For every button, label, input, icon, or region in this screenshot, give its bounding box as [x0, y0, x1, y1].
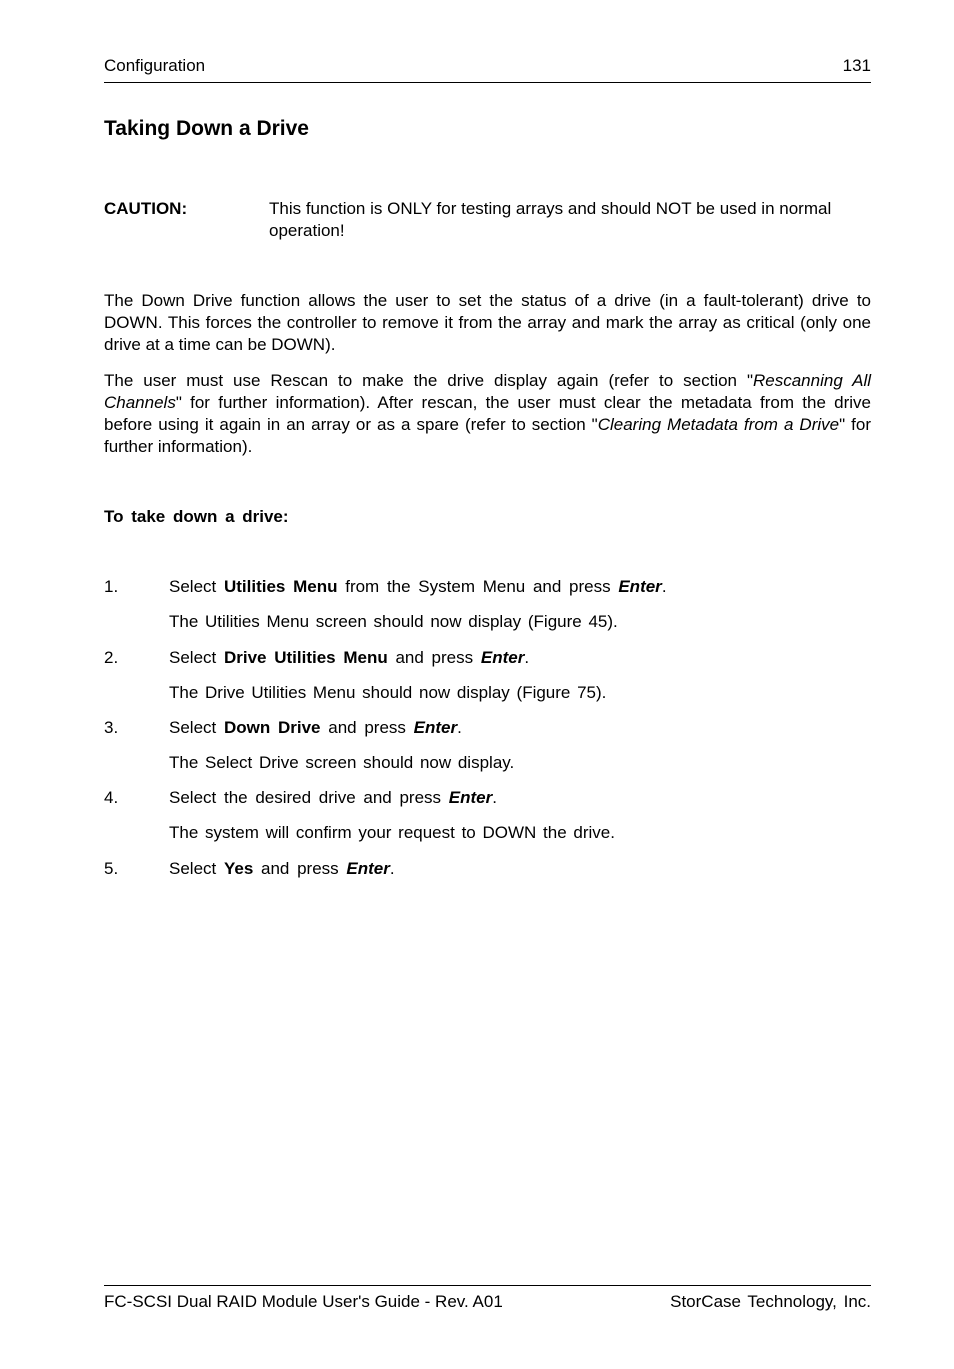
menu-option-name: Utilities Menu: [223, 577, 338, 596]
step-text: Select: [169, 648, 224, 667]
step-text: and press: [387, 648, 481, 667]
step-number: 3.: [104, 718, 119, 737]
step-text: Select: [169, 718, 224, 737]
enter-key-label: Enter: [346, 859, 390, 878]
page-header: [104, 56, 871, 83]
step-text: .: [661, 577, 667, 596]
menu-option-name: Yes: [223, 859, 254, 878]
step-number: 4.: [104, 788, 119, 807]
step-number: 1.: [104, 577, 119, 596]
step-result-note: The Drive Utilities Menu should now display (Figure 75).: [169, 683, 607, 702]
step-text: .: [524, 648, 530, 667]
step-text: from the System Menu and press: [337, 577, 619, 596]
caution-label: CAUTION:: [104, 199, 188, 218]
step-result-note: The system will confirm your request to DOWN the drive.: [169, 823, 615, 842]
step-text: .: [457, 718, 462, 737]
menu-option-name: Down Drive: [223, 718, 321, 737]
step-text: .: [389, 859, 395, 878]
enter-key-label: Enter: [480, 648, 525, 667]
page-footer: [104, 1285, 871, 1316]
step-instruction: [169, 787, 497, 809]
caution-text: This function is ONLY for testing arrays and should NOT be used in normal operation!: [269, 199, 832, 240]
footer-company-name: StorCase Technology, Inc.: [670, 1292, 871, 1311]
step-instruction: [169, 647, 529, 669]
step-instruction: [169, 858, 395, 880]
procedure-heading: To take down a drive:: [104, 507, 289, 526]
header-section-title: Configuration: [104, 56, 206, 75]
step-result-note: The Utilities Menu screen should now display (Figure 45).: [169, 612, 618, 631]
step-number: 2.: [104, 648, 119, 667]
intro-paragraph: The Down Drive function allows the user to set the status of a drive (in a fault-tolerant) drive to DOWN. This forces the controller to remove it from the array and mark the array as critical (only one drive at a time can be DOWN).: [104, 291, 871, 354]
step-text: .: [492, 788, 497, 807]
step-text: Select the desired drive and press: [169, 788, 449, 807]
clear-metadata-section-reference: Clearing Metadata from a Drive: [597, 415, 840, 434]
menu-option-name: Drive Utilities Menu: [223, 648, 388, 667]
rescan-paragraph-text-2: " for further information). After rescan, the user must clear the metadata from the drive before using it again in an array or as a spare (refer to section ": [104, 393, 871, 434]
step-text: and press: [253, 859, 347, 878]
rescan-paragraph-text-3: " for further information).: [104, 415, 871, 456]
step-result-note: The Select Drive screen should now display.: [169, 753, 515, 772]
step-text: Select: [169, 859, 224, 878]
enter-key-label: Enter: [618, 577, 662, 596]
enter-key-label: Enter: [448, 788, 493, 807]
page-title: Taking Down a Drive: [104, 117, 309, 140]
step-number: 5.: [104, 859, 119, 878]
step-text: Select: [169, 577, 224, 596]
step-text: and press: [320, 718, 414, 737]
step-instruction: [169, 717, 462, 739]
header-page-number: 131: [842, 56, 871, 75]
enter-key-label: Enter: [413, 718, 458, 737]
rescan-paragraph: [104, 370, 871, 458]
footer-document-title: FC-SCSI Dual RAID Module User's Guide - Rev. A01: [104, 1292, 503, 1311]
rescan-section-reference: Rescanning All Channels: [104, 371, 871, 412]
step-instruction: [169, 576, 667, 598]
rescan-paragraph-text-1: The user must use Rescan to make the drive display again (refer to section ": [104, 371, 753, 390]
